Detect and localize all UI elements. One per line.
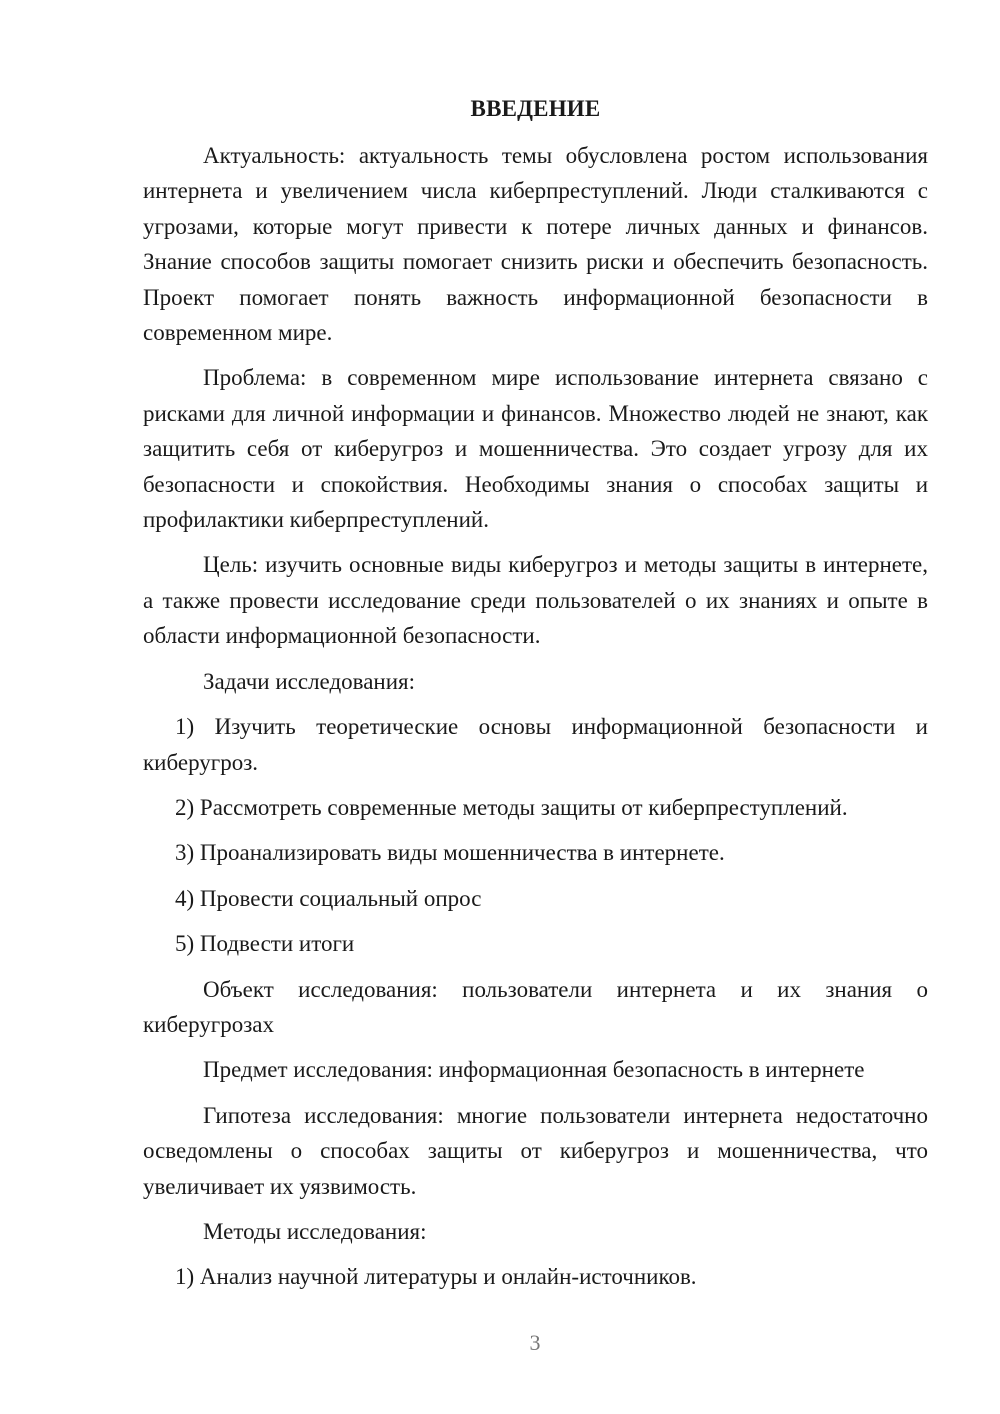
- paragraph-problem: Проблема: в современном мире использование интернета связано с рисками для личной информации и финансов. Множество людей не знают, как защитить себя от киберугроз и мошенничества. Это создает угрозу для их безопасности и спокойствия. Необходимы знания о способах защиты и профилактики киберпреступлений.: [143, 365, 928, 533]
- task-item-3: 3) Проанализировать виды мошенничества в интернете.: [175, 840, 725, 866]
- task-item-5: 5) Подвести итоги: [175, 931, 355, 957]
- method-item-1: 1) Анализ научной литературы и онлайн-источников.: [175, 1264, 697, 1290]
- document-page: [143, 92, 928, 1305]
- page-number: 3: [529, 1330, 541, 1355]
- task-item-4: 4) Провести социальный опрос: [175, 885, 482, 911]
- paragraph-subject: Предмет исследования: информационная безопасность в интернете: [203, 1057, 865, 1083]
- paragraph-goal: Цель: изучить основные виды киберугроз и методы защиты в интернете, а также провести исследование среди пользователей о их знаниях и опыте в области информационной безопасности.: [143, 552, 928, 649]
- task-item-2: 2) Рассмотреть современные методы защиты от киберпреступлений.: [175, 794, 848, 820]
- tasks-heading: Задачи исследования:: [203, 668, 416, 694]
- paragraph-object: Объект исследования: пользователи интернета и их знания о киберугрозах: [143, 976, 928, 1037]
- methods-heading: Методы исследования:: [203, 1218, 427, 1244]
- paragraph-hypothesis: Гипотеза исследования: многие пользователи интернета недостаточно осведомлены о способах защиты от киберугроз и мошенничества, что увеличивает их уязвимость.: [143, 1102, 928, 1199]
- section-title: ВВЕДЕНИЕ: [470, 96, 601, 121]
- paragraph-relevance: Актуальность: актуальность темы обусловлена ростом использования интернета и увеличением числа киберпреступлений. Люди сталкиваются с угрозами, которые могут привести к потере личных данных и финансов. Знание способов защиты помогает снизить риски и обеспечить безопасность. Проект помогает понять важность информационной безопасности в современном мире.: [143, 143, 928, 346]
- task-item-1: 1) Изучить теоретические основы информационной безопасности и киберугроз.: [143, 714, 928, 775]
